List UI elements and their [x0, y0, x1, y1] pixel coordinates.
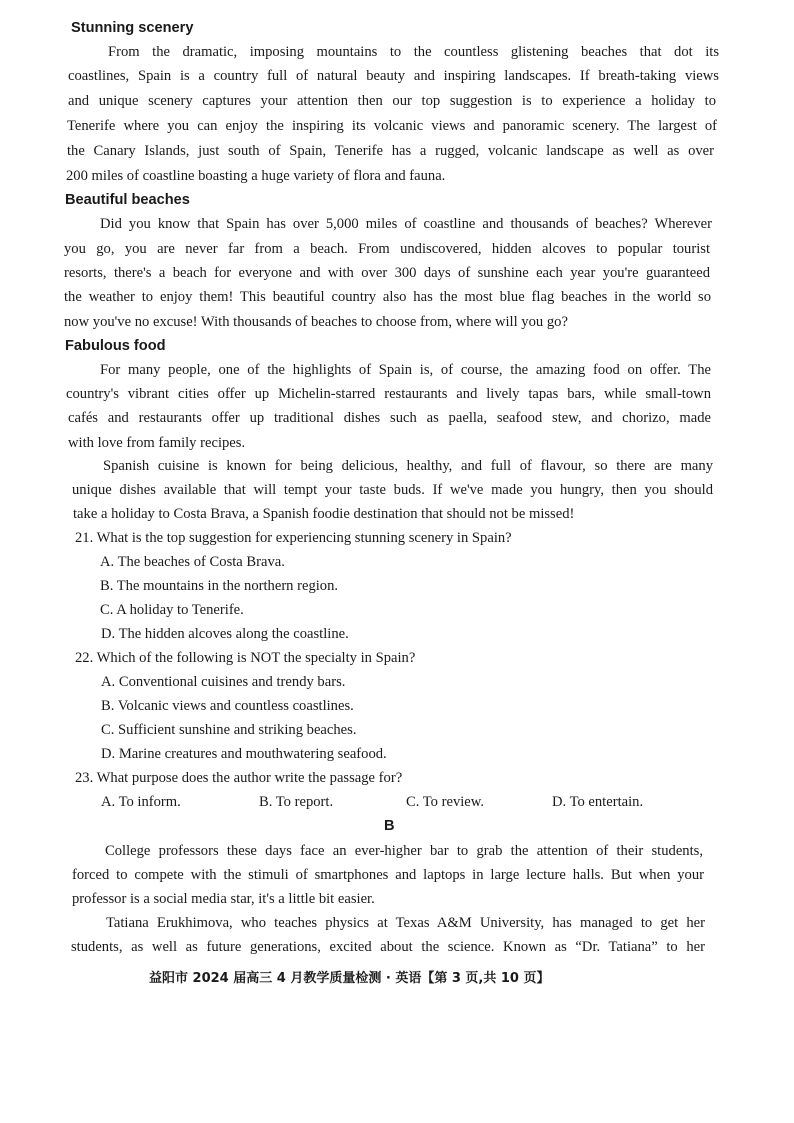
paragraph-line: you go, you are never far from a beach. From undiscovered, hidden alcoves to popular tourist: [64, 241, 710, 257]
page-footer: 益阳市 2024 届高三 4 月教学质量检测 · 英语【第 3 页,共 10 页】: [149, 971, 550, 986]
paragraph-line: now you've no excuse! With thousands of beaches to choose from, where will you go?: [64, 314, 568, 330]
paragraph-line: unique dishes available that will tempt your taste buds. If we've made you hungry, then you should: [72, 482, 713, 498]
paragraph-line: Spanish cuisine is known for being delicious, healthy, and full of flavour, so there are many: [103, 458, 713, 474]
paragraph-line: coastlines, Spain is a country full of natural beauty and inspiring landscapes. If breath-taking views: [68, 68, 719, 84]
paragraph-line: Tenerife where you can enjoy the inspiring its volcanic views and panoramic scenery. The largest of: [67, 118, 717, 134]
question-22-option-a: A. Conventional cuisines and trendy bars.: [101, 674, 346, 690]
paragraph-line: and unique scenery captures your attention then our top suggestion is to experience a holiday to: [68, 93, 716, 109]
paragraph-line: forced to compete with the stimuli of smartphones and laptops in large lecture halls. But when your: [72, 867, 704, 883]
paragraph-line: 200 miles of coastline boasting a huge variety of flora and fauna.: [66, 168, 446, 184]
question-23-option-d: D. To entertain.: [552, 794, 644, 810]
question-21-option-c: C. A holiday to Tenerife.: [100, 602, 244, 618]
paragraph-line: with love from family recipes.: [68, 435, 246, 451]
question-23-option-a: A. To inform.: [101, 794, 181, 810]
section-heading-beautiful-beaches: Beautiful beaches: [65, 192, 190, 208]
question-21-option-b: B. The mountains in the northern region.: [100, 578, 339, 594]
question-23-option-b: B. To report.: [259, 794, 334, 810]
question-23-stem: 23. What purpose does the author write the passage for?: [75, 770, 403, 786]
question-22-stem: 22. Which of the following is NOT the specialty in Spain?: [75, 650, 416, 666]
question-23-option-c: C. To review.: [406, 794, 485, 810]
question-21-stem: 21. What is the top suggestion for experiencing stunning scenery in Spain?: [75, 530, 512, 546]
paragraph-line: Tatiana Erukhimova, who teaches physics at Texas A&M University, has managed to get her: [106, 915, 705, 931]
paragraph-line: country's vibrant cities offer up Michelin-starred restaurants and lively tapas bars, while small-town: [66, 386, 711, 402]
paragraph-line: professor is a social media star, it's a little bit easier.: [72, 891, 375, 907]
paragraph-line: the Canary Islands, just south of Spain, Tenerife has a rugged, volcanic landscape as well as over: [67, 143, 714, 159]
paragraph-line: Did you know that Spain has over 5,000 miles of coastline and thousands of beaches? Wherever: [100, 216, 712, 232]
paragraph-line: cafés and restaurants offer up traditional dishes such as paella, seafood stew, and chorizo, made: [68, 410, 711, 426]
section-heading-stunning-scenery: Stunning scenery: [71, 20, 194, 36]
paragraph-line: take a holiday to Costa Brava, a Spanish foodie destination that should not be missed!: [73, 506, 575, 522]
question-21-option-d: D. The hidden alcoves along the coastline.: [101, 626, 349, 642]
paragraph-line: College professors these days face an ever-higher bar to grab the attention of their students,: [105, 843, 703, 859]
question-22-option-d: D. Marine creatures and mouthwatering seafood.: [101, 746, 387, 762]
paragraph-line: the weather to enjoy them! This beautiful country also has the most blue flag beaches in the world so: [64, 289, 711, 305]
paragraph-line: resorts, there's a beach for everyone and with over 300 days of sunshine each year you're guaranteed: [64, 265, 710, 281]
passage-b-label: B: [384, 818, 395, 834]
paragraph-line: students, as well as future generations, excited about the science. Known as “Dr. Tatiana” to her: [71, 939, 705, 955]
paragraph-line: From the dramatic, imposing mountains to the countless glistening beaches that dot its: [108, 44, 719, 60]
question-21-option-a: A. The beaches of Costa Brava.: [100, 554, 285, 570]
paragraph-line: For many people, one of the highlights of Spain is, of course, the amazing food on offer. The: [100, 362, 711, 378]
question-22-option-c: C. Sufficient sunshine and striking beaches.: [101, 722, 357, 738]
section-heading-fabulous-food: Fabulous food: [65, 338, 166, 354]
question-22-option-b: B. Volcanic views and countless coastlines.: [101, 698, 354, 714]
